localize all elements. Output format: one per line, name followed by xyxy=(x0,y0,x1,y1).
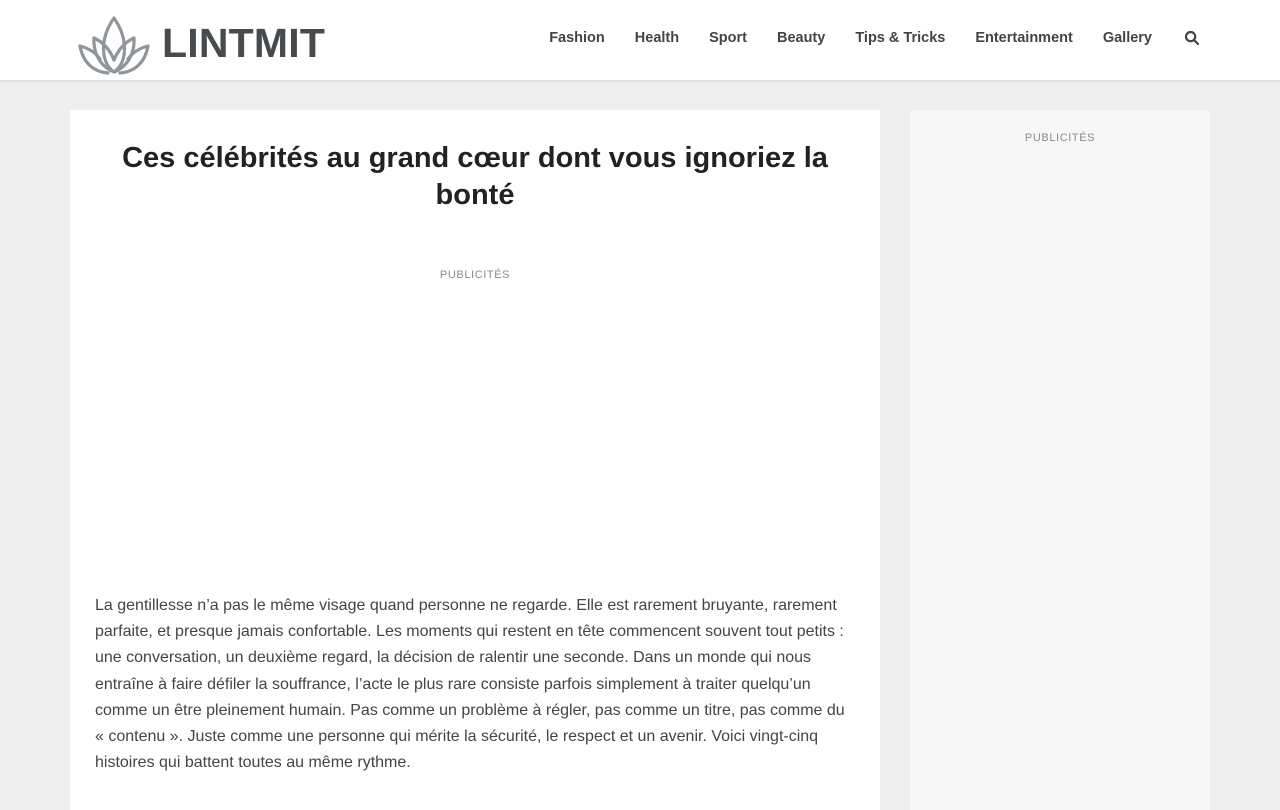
nav-item-health[interactable]: Health xyxy=(634,30,680,46)
article-ad-label: PUBLICITÉS xyxy=(439,269,511,281)
site-header xyxy=(0,0,1280,80)
sidebar-ad-label: PUBLICITÉS xyxy=(1024,132,1096,144)
lotus-icon xyxy=(78,14,150,76)
nav-item-beauty[interactable]: Beauty xyxy=(776,30,826,46)
site-logo-text: LINTMIT xyxy=(162,19,326,66)
article-title: Ces célébrités au grand cœur dont vous ignoriez la bonté xyxy=(122,142,828,211)
nav-item-tips-tricks[interactable]: Tips & Tricks xyxy=(855,30,946,46)
article-card xyxy=(70,110,880,810)
article-ad-slot xyxy=(95,288,855,578)
site-logo[interactable] xyxy=(78,14,325,76)
nav-item-sport[interactable]: Sport xyxy=(709,30,747,46)
main-nav xyxy=(519,0,1200,76)
sidebar xyxy=(910,110,1210,810)
search-icon[interactable] xyxy=(1184,30,1200,46)
nav-item-fashion[interactable]: Fashion xyxy=(549,30,605,46)
sidebar-ad-slot xyxy=(910,154,1210,810)
article-intro-paragraph: La gentillesse n’a pas le même visage quand personne ne regarde. Elle est rarement bruyante, rarement parfaite, et presque jamais confortable. Les moments qui restent en tête commencent souvent tout petits : une conversation, un deuxième regard, la décision de ralentir une seconde. Dans un monde qui nous entraîne à faire défiler la souffrance, l’acte le plus rare consiste parfois simplement à traiter quelqu’un comme un être pleinement humain. Pas comme un problème à régler, pas comme un titre, pas comme du « contenu ». Juste comme une personne qui mérite la sécurité, le respect et un avenir. Voici vingt-cinq histoires qui battent toutes au même rythme. xyxy=(95,597,845,772)
nav-item-entertainment[interactable]: Entertainment xyxy=(975,30,1073,46)
nav-item-gallery[interactable]: Gallery xyxy=(1102,30,1152,46)
